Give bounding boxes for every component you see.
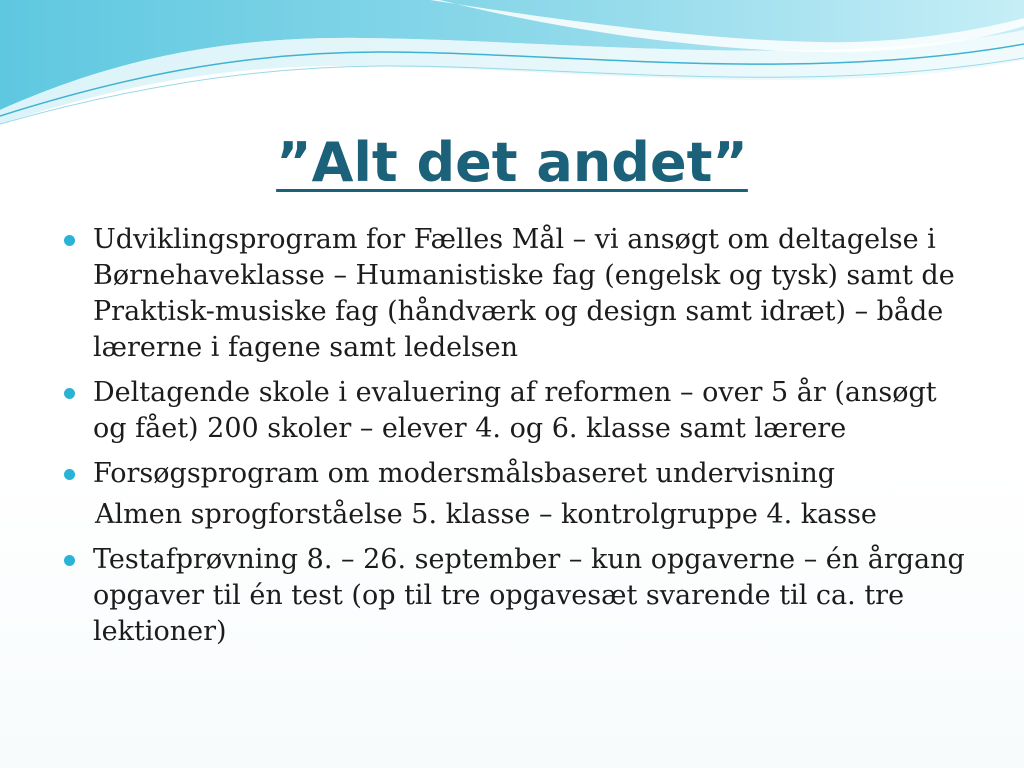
list-item-text: Deltagende skole i evaluering af reformen – over 5 år (ansøgt og fået) 200 skoler – elever 4. og 6. klasse samt lærere [93,377,937,444]
slide-title [0,128,1024,198]
list-item [64,542,974,650]
list-item-text: Testafprøvning 8. – 26. september – kun opgaverne – én årgang opgaver til én test (op til tre opgavesæt svarende til ca. tre lektioner) [93,544,965,647]
list-item [64,375,974,447]
list-item-text: Forsøgsprogram om modersmålsbaseret undervisning [93,458,836,489]
header-wave-decoration [0,0,1024,130]
slide-title-text: ”Alt det andet” [276,131,748,194]
list-sub-line [64,497,974,533]
bullet-dot-icon [64,555,75,566]
list-item [64,456,974,492]
bullet-list [64,222,974,659]
bullet-dot-icon [64,388,75,399]
list-sub-line-text: Almen sprogforståelse 5. klasse – kontrolgruppe 4. kasse [95,499,877,530]
bullet-dot-icon [64,235,75,246]
list-item [64,222,974,366]
bullet-dot-icon [64,469,75,480]
list-item-text: Udviklingsprogram for Fælles Mål – vi ansøgt om deltagelse i Børnehaveklasse – Humanistiske fag (engelsk og tysk) samt de Praktisk-musiske fag (håndværk og design samt idræt) – både lærerne i fagene samt ledelsen [93,224,955,363]
